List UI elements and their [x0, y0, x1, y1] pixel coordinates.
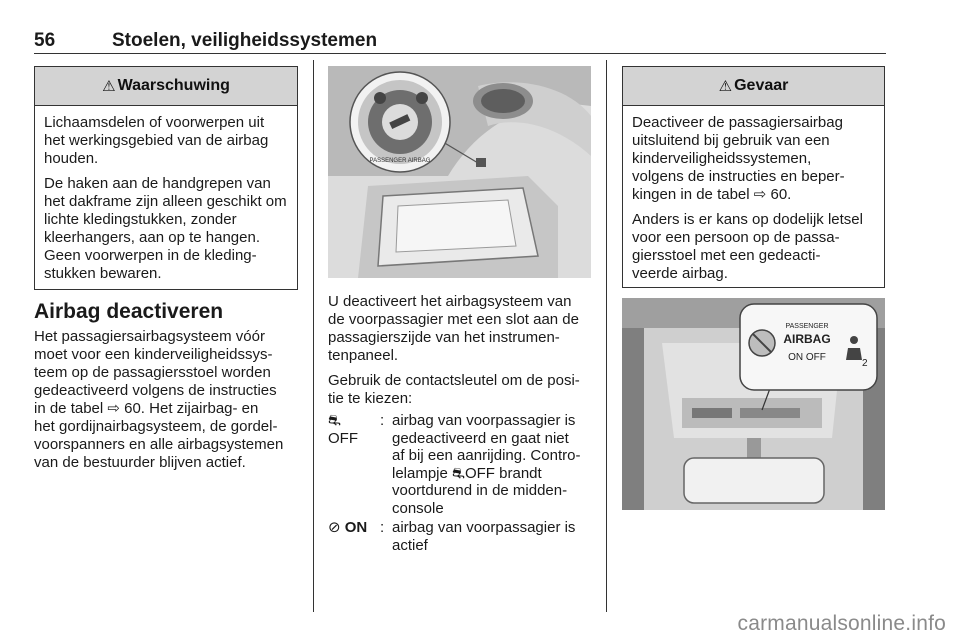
- danger-box-body: Deactiveer de passagiersairbag uitsluitend bij gebruik van een kinderveiligheidssystemen, volgens de instructies en beper- kingen in de tabel ⇨ 60. Anders is er kans op dodelijk letsel voor een persoon op de passa- giersstoel met een gedeacti- veerde airbag.: [632, 114, 863, 282]
- warning-box: [34, 66, 298, 290]
- airbag-indicator-photo: [622, 298, 885, 510]
- danger-box: [622, 66, 885, 288]
- option-description: airbag van voorpassagier is gedeactiveerd en gaat niet af bij een aanrijding. Contro- lelampje ⛐OFF brandt voortdurend in de midden- console: [392, 412, 581, 517]
- body-line: van de bestuurder blijven actief.: [34, 454, 246, 471]
- body-line: Het passagiersairbagsysteem vóór: [34, 328, 265, 345]
- body-line: teem op de passagiersstoel worden: [34, 364, 271, 381]
- middle-line: de voorpassagier met een slot aan de: [328, 311, 579, 328]
- warning-heading: Waarschuwing: [117, 77, 230, 94]
- option-on: ⊘ ON : airbag van voorpassagier is actief: [328, 519, 596, 554]
- middle-line: tie te kiezen:: [328, 390, 413, 407]
- option-off: ⛐ OFF : airbag van voorpassagier is gedeactiveerd en gaat niet af bij een aanrijding. Contro- lelampje ⛐OFF brandt voortdurend in de midden- console: [328, 412, 596, 517]
- warning-triangle-icon: ⚠: [102, 78, 116, 95]
- danger-box-header: [623, 67, 884, 106]
- position-options: [328, 412, 596, 554]
- section-title: Airbag deactiveren: [34, 300, 224, 323]
- body-line: moet voor een kinderveiligheidssys-: [34, 346, 273, 363]
- body-line: gedeactiveerd volgens de instructies: [34, 382, 277, 399]
- danger-heading: Gevaar: [734, 77, 789, 94]
- column-divider-right: [606, 60, 607, 612]
- warning-box-header: [35, 67, 297, 106]
- indicator-on-off: ON OFF: [788, 352, 826, 363]
- middle-line: tenpaneel.: [328, 347, 399, 364]
- body-line: het gordijnairbagsysteem, de gordel-: [34, 418, 278, 435]
- middle-line: Gebruik de contactsleutel om de posi-: [328, 372, 580, 389]
- warning-paragraph: Lichaamsdelen of voorwerpen uit het werkingsgebied van de airbag houden.: [44, 114, 269, 167]
- header-rule: [34, 53, 886, 54]
- option-term: ⛐ OFF: [328, 412, 380, 517]
- airbag-on-icon: ⊘: [328, 519, 341, 536]
- warning-box-body: [35, 106, 297, 296]
- warning-triangle-icon: ⚠: [718, 78, 733, 95]
- page-title: Stoelen, veiligheidssystemen: [112, 30, 378, 51]
- option-description: airbag van voorpassagier is actief: [392, 519, 576, 554]
- body-line: in de tabel ⇨ 60. Het zijairbag- en: [34, 400, 259, 417]
- middle-text: [328, 293, 596, 415]
- airbag-off-icon: ⛐: [328, 412, 341, 429]
- indicator-label-airbag: AIRBAG: [783, 332, 831, 346]
- airbag-switch-photo: [328, 66, 591, 278]
- middle-line: passagierszijde van het instrumen-: [328, 329, 560, 346]
- switch-label: PASSENGER AIRBAG: [369, 158, 431, 164]
- option-term: ⊘ ON: [328, 519, 368, 536]
- column-divider-left: [313, 60, 314, 612]
- section-body: [34, 328, 306, 472]
- airbag-indicator-illustration: [622, 298, 885, 510]
- svg-text:2: 2: [862, 358, 868, 369]
- body-line: voorspanners en alle airbagsystemen: [34, 436, 284, 453]
- page-number: 56: [34, 30, 56, 51]
- airbag-switch-illustration: [328, 66, 591, 278]
- warning-paragraph: De haken aan de handgrepen van het dakframe zijn alleen geschikt om lichte kledingstukken, zonder kleerhangers, aan op te hangen. Geen voorwerpen in de kleding-stukken bewaren.: [44, 175, 287, 282]
- middle-line: U deactiveert het airbagsysteem van: [328, 293, 572, 310]
- indicator-label-passenger: PASSENGER: [785, 323, 829, 330]
- watermark: carmanualsonline.info: [737, 612, 946, 635]
